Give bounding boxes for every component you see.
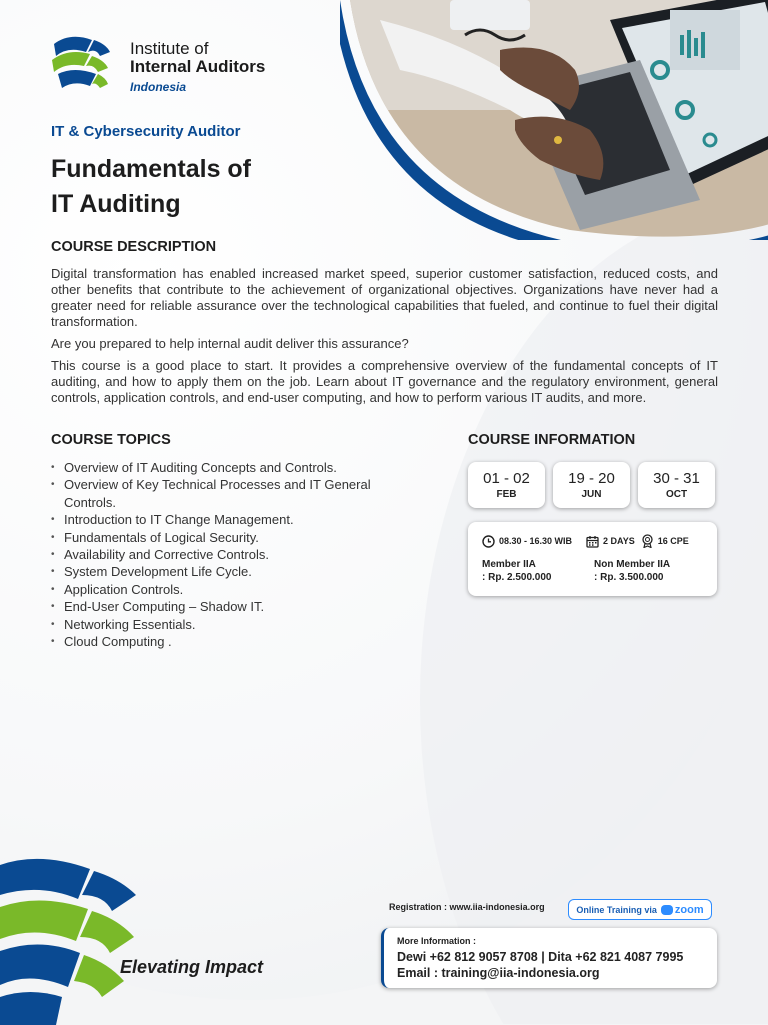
member-price-block (482, 558, 551, 584)
zoom-label: zoom (674, 903, 704, 916)
date-card-oct (638, 462, 715, 508)
list-item: • System Development Life Cycle. (51, 563, 411, 580)
topics-heading: COURSE TOPICS (51, 432, 171, 448)
hero-photo (340, 0, 768, 240)
list-item: • Networking Essentials. (51, 616, 411, 633)
course-category: IT & Cybersecurity Auditor (51, 123, 241, 140)
date-month: JUN (581, 489, 602, 500)
course-info-card (468, 522, 717, 596)
date-card-jun (553, 462, 630, 508)
date-days: 01 - 02 (483, 470, 530, 487)
iia-logo-icon (50, 34, 112, 92)
page-title (51, 152, 251, 222)
org-name-line1: Institute of (130, 39, 209, 58)
course-cpe: 16 CPE (657, 536, 689, 546)
online-label: Online Training via (576, 904, 657, 915)
date-card-feb (468, 462, 545, 508)
registration-link[interactable]: Registration : www.iia-indonesia.org (389, 902, 545, 912)
list-item: • Overview of Key Technical Processes and IT General Controls. (51, 476, 411, 511)
zoom-camera-icon (661, 905, 673, 915)
course-description (51, 266, 718, 412)
nonmember-price: : Rp. 3.500.000 (594, 572, 664, 583)
date-days: 30 - 31 (653, 470, 700, 487)
list-item: • Introduction to IT Change Management. (51, 511, 411, 528)
org-country: Indonesia (130, 80, 187, 94)
info-heading: COURSE INFORMATION (468, 432, 636, 448)
date-month: OCT (665, 489, 688, 500)
list-item: • Overview of IT Auditing Concepts and Controls. (51, 459, 411, 476)
list-item: • End-User Computing – Shadow IT. (51, 598, 411, 615)
description-paragraph: Digital transformation has enabled increased market speed, superior customer satisfaction, reduced costs, and other benefits that contribute to the achievement of organizational objectives. Organizations have never had a greater need for reliable assurance over the technological capabilities that fueled, and continue to fuel their digital transformation. (51, 266, 718, 329)
org-logo (50, 34, 265, 94)
title-line2: IT Auditing (51, 190, 181, 218)
list-item: • Cloud Computing . (51, 633, 411, 650)
topics-list (51, 459, 411, 650)
calendar-icon (586, 535, 599, 548)
list-item: • Availability and Corrective Controls. (51, 546, 411, 563)
description-paragraph: This course is a good place to start. It provides a comprehensive overview of the fundamental concepts of IT auditing, and how to apply them on the job. Learn about IT governance and the regulatory environment, general controls, application controls, and end-user computing, and how to perform various IT audits, and more. (51, 358, 718, 405)
nonmember-label: Non Member IIA (594, 559, 671, 570)
course-time: 08.30 - 16.30 WIB (499, 536, 573, 546)
award-icon (641, 534, 654, 548)
contact-phones: Dewi +62 812 9057 8708 | Dita +62 821 4087 7995 (397, 950, 684, 964)
member-price: : Rp. 2.500.000 (482, 572, 552, 583)
member-label: Member IIA (482, 559, 536, 570)
description-paragraph: Are you prepared to help internal audit deliver this assurance? (51, 336, 409, 351)
schedule-dates (468, 462, 715, 508)
clock-icon (482, 535, 495, 548)
more-info-label: More Information : (397, 936, 476, 946)
contact-card (381, 928, 717, 988)
online-training-badge (568, 899, 712, 920)
date-month: FEB (496, 489, 517, 500)
tagline: Elevating Impact (120, 957, 264, 977)
contact-email[interactable]: Email : training@iia-indonesia.org (397, 966, 600, 980)
date-days: 19 - 20 (568, 470, 615, 487)
title-line1: Fundamentals of (51, 155, 252, 183)
list-item: • Application Controls. (51, 581, 411, 598)
nonmember-price-block (594, 558, 670, 584)
course-duration: 2 DAYS (603, 536, 635, 546)
org-name-line2: Internal Auditors (130, 57, 266, 76)
description-heading: COURSE DESCRIPTION (51, 239, 217, 255)
list-item: • Fundamentals of Logical Security. (51, 529, 411, 546)
decorative-logo-icon (0, 855, 140, 1025)
